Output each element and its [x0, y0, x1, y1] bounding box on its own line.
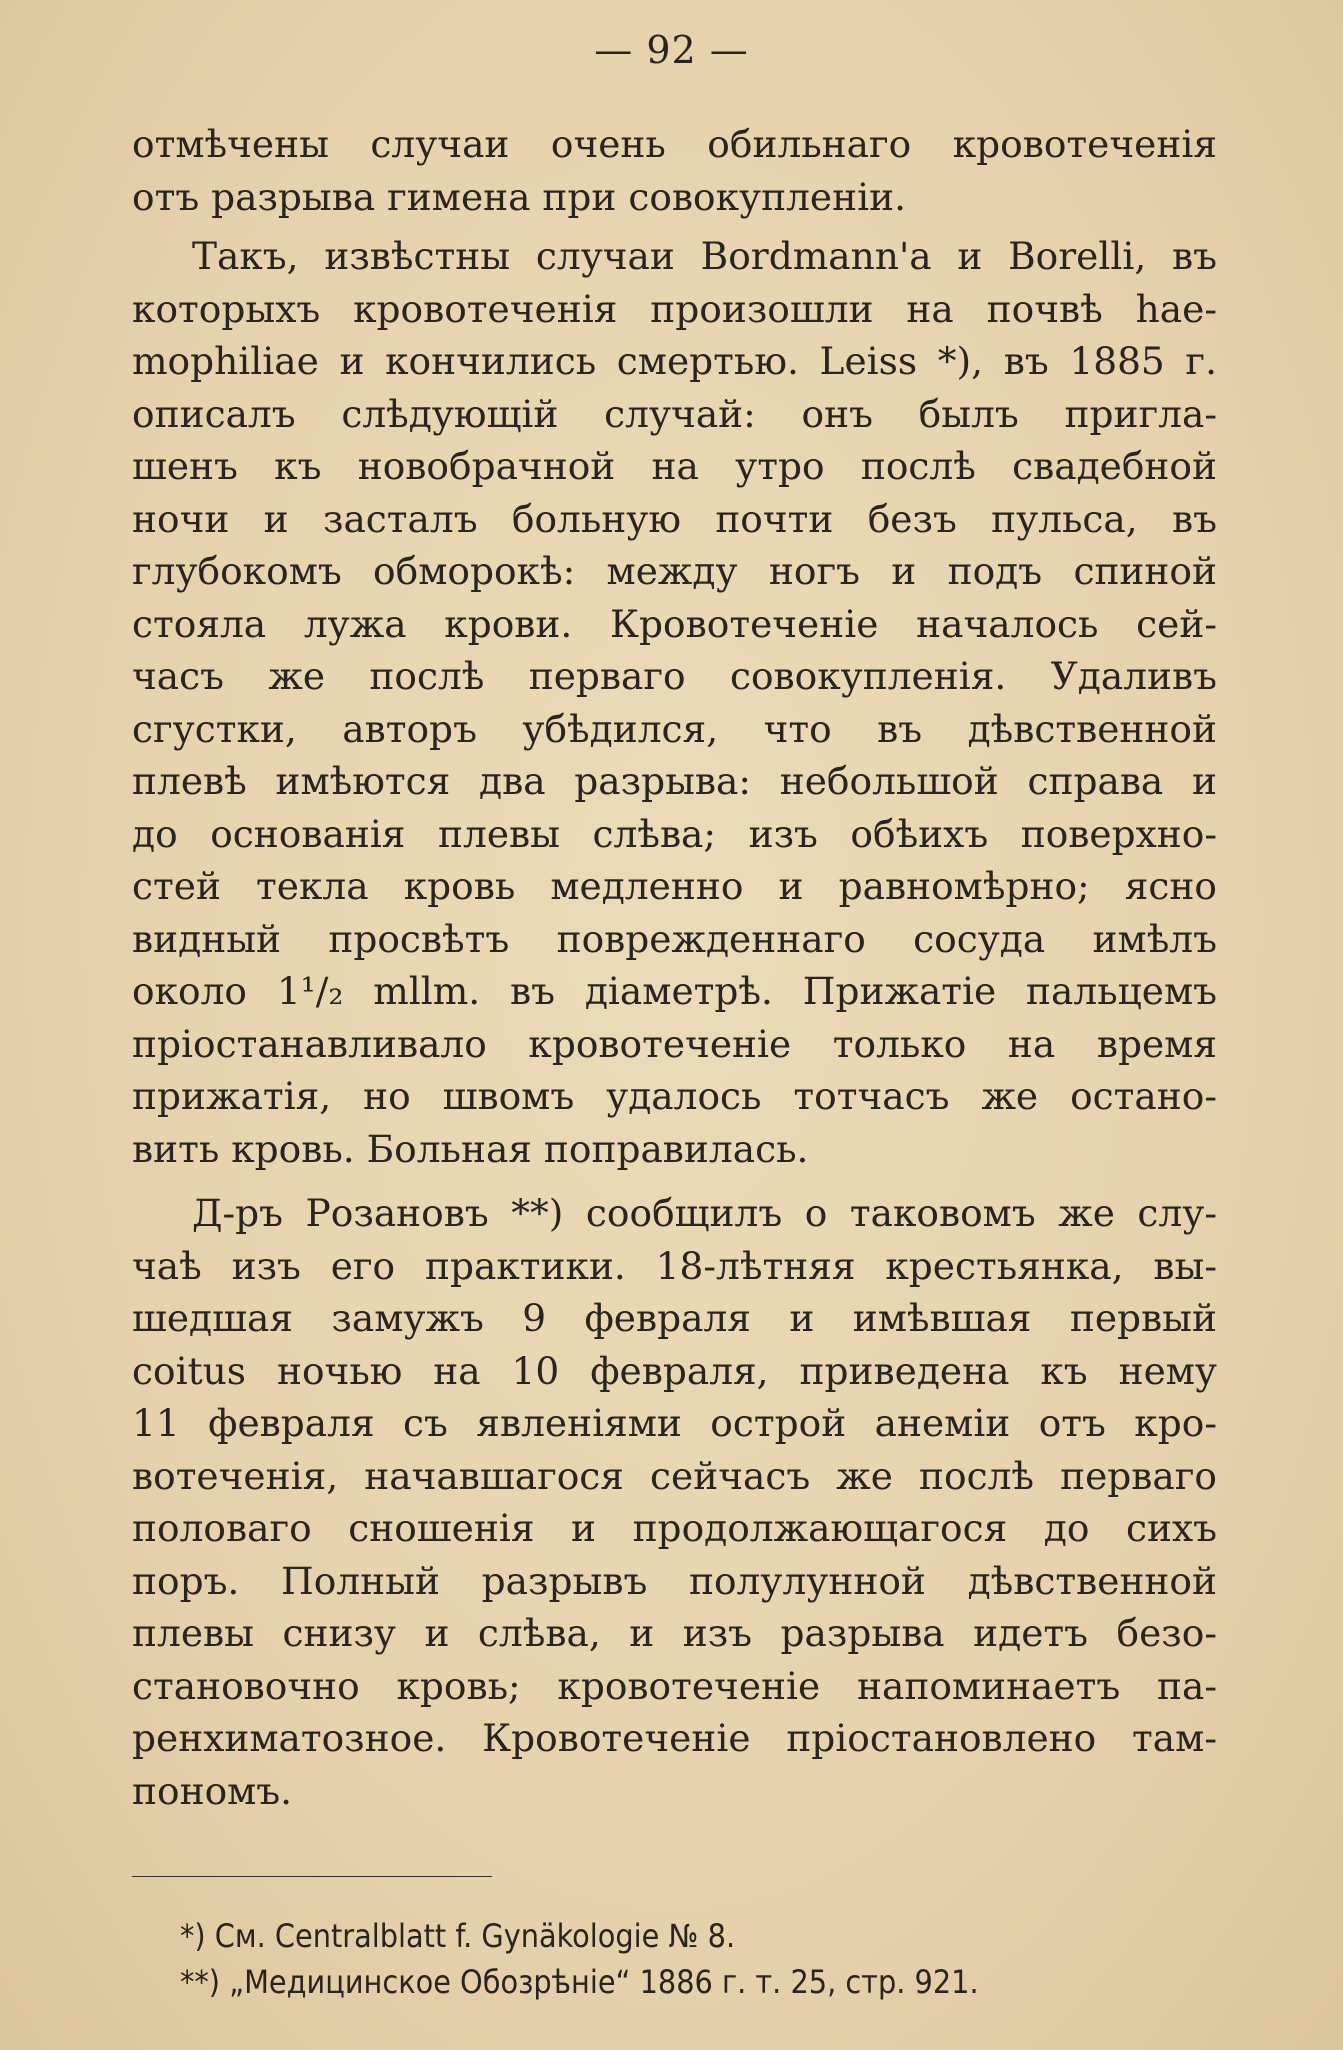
text-line: поръ. Полный разрывъ полулунной дѣвственной: [132, 1558, 1217, 1603]
footnote-2: **) „Медицинское Обозрѣніе“ 1886 г. т. 25, стр. 921.: [180, 1963, 979, 2001]
text-line: Д-ръ Розановъ **) сообщилъ о таковомъ же слу-: [192, 1191, 1217, 1235]
text-line: вить кровь. Больная поправилась.: [132, 1126, 809, 1171]
text-line: отмѣчены случаи очень обильнаго кровотеченія: [132, 122, 1217, 166]
text-line: описалъ слѣдующій случай: онъ былъ пригла-: [132, 391, 1217, 436]
text-line: ренхиматозное. Кровотеченіе пріостановлено там-: [132, 1716, 1217, 1760]
text-line: шенъ къ новобрачной на утро послѣ свадебной: [132, 444, 1217, 488]
footnote-divider: [132, 1876, 492, 1877]
text-line: вотеченія, начавшагося сейчасъ же послѣ перваго: [132, 1453, 1217, 1498]
footnote-1: *) См. Centralblatt f. Gynäkologie № 8.: [180, 1917, 736, 1955]
text-line: около 1¹/₂ mllm. въ діаметрѣ. Прижатіе пальцемъ: [132, 969, 1217, 1013]
text-line: глубокомъ обморокѣ: между ногъ и подъ спиной: [132, 549, 1217, 593]
text-line: стей текла кровь медленно и равномѣрно; ясно: [132, 864, 1217, 908]
text-line: mophiliae и кончились смертью. Leiss *), въ 1885 г.: [132, 339, 1217, 383]
paragraph-3: [132, 1187, 1217, 1817]
text-line: пріостанавливало кровотеченіе только на время: [132, 1021, 1217, 1066]
text-line: плевѣ имѣются два разрыва: небольшой справа и: [132, 759, 1217, 803]
footnotes: [180, 1913, 1180, 2005]
text-line: шедшая замужъ 9 февраля и имѣвшая первый: [132, 1296, 1217, 1340]
paragraph-2: [132, 230, 1217, 1175]
text-line: которыхъ кровотеченія произошли на почвѣ hae-: [132, 286, 1217, 331]
text-line: половаго сношенія и продолжающагося до сихъ: [132, 1506, 1217, 1550]
text-line: видный просвѣтъ поврежденнаго сосуда имѣлъ: [132, 916, 1217, 961]
text-line: пономъ.: [132, 1768, 293, 1813]
page-number: — 92 —: [594, 28, 749, 72]
text-line: Такъ, извѣстны случаи Bordmann'а и Borelli, въ: [192, 234, 1217, 278]
text-line: ночи и засталъ больную почти безъ пульса, въ: [132, 496, 1217, 541]
text-line: часъ же послѣ перваго совокупленія. Удаливъ: [132, 654, 1217, 698]
text-line: становочно кровь; кровотеченіе напоминаетъ па-: [132, 1663, 1217, 1708]
text-line: плевы снизу и слѣва, и изъ разрыва идетъ безо-: [132, 1611, 1217, 1655]
paragraph-1: [132, 118, 1217, 223]
text-line: стояла лужа крови. Кровотеченіе началось сей-: [132, 601, 1217, 646]
text-line: coitus ночью на 10 февраля, приведена къ нему: [132, 1348, 1217, 1393]
text-line: чаѣ изъ его практики. 18-лѣтняя крестьянка, вы-: [132, 1243, 1217, 1288]
text-line: прижатія, но швомъ удалось тотчасъ же остано-: [132, 1074, 1217, 1118]
text-line: сгустки, авторъ убѣдился, что въ дѣвственной: [132, 706, 1217, 751]
text-line: 11 февраля съ явленіями острой анеміи отъ кро-: [132, 1401, 1217, 1445]
text-line: отъ разрыва гимена при совокупленіи.: [132, 174, 907, 219]
text-line: до основанія плевы слѣва; изъ обѣихъ поверхно-: [132, 811, 1217, 856]
